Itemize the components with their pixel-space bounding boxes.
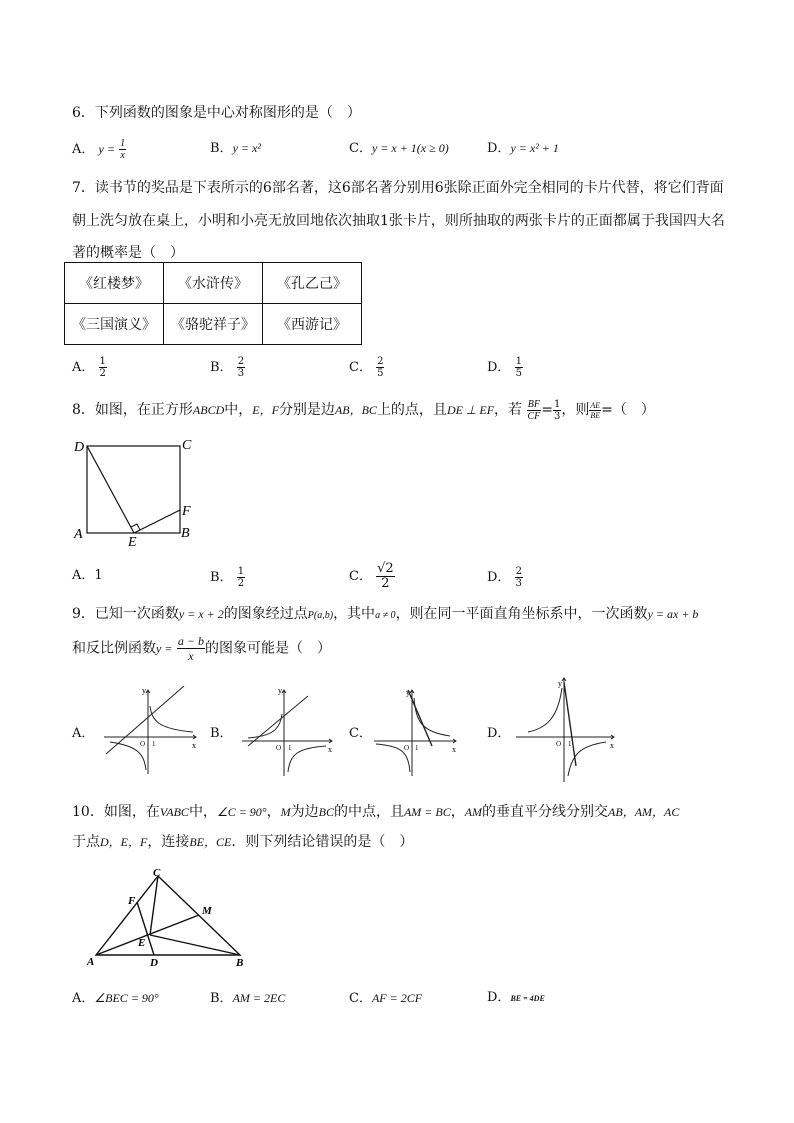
q8-option-d: D． $\frac{2}{3}$: [487, 566, 522, 589]
svg-text:y: y: [406, 688, 410, 697]
square-figure: [70, 434, 200, 546]
q7-stem: 7．读书节的奖品是下表所示的6部名著，这6部名著分别用6张除正面外完全相同的卡片代替，将它们背面 朝上洗匀放在桌上，小明和小亮无放回地依次抽取1张卡片，则所抽取的两张卡片的正面都属于我国四大名 著的概率是（ ）: [72, 180, 725, 261]
label-c: C: [182, 438, 192, 453]
book-cell: 《红楼梦》: [65, 263, 164, 304]
book-cell: 《西游记》: [263, 304, 362, 345]
q9-option-b: B．: [210, 726, 233, 741]
q9-graph-a: [100, 684, 200, 776]
q9-graph-d: [514, 676, 624, 784]
q8-option-a: A．1: [72, 568, 103, 583]
svg-text:1: 1: [288, 744, 292, 752]
book-cell: 《水浒传》: [164, 263, 263, 304]
svg-text:x: x: [610, 741, 614, 750]
label-c: C: [153, 867, 161, 879]
svg-text:O: O: [404, 744, 410, 752]
q7-option-d: D． $\frac{1}{5}$: [487, 356, 522, 379]
svg-text:y: y: [558, 679, 562, 688]
q6-option-d: D．y = x² + 1: [487, 141, 559, 156]
q10-option-c: C．AF = 2CF: [349, 991, 423, 1006]
svg-text:x: x: [452, 745, 456, 754]
q9-graph-b: [238, 686, 338, 778]
label-d: D: [150, 957, 158, 969]
label-e: E: [128, 535, 137, 546]
segment-ef: [134, 510, 180, 533]
q6-option-c: C．y = x + 1(x ≥ 0): [349, 141, 449, 156]
q6-stem: 6．下列函数的图象是中心对称图形的是（ ）: [72, 105, 361, 121]
svg-text:x: x: [192, 741, 196, 750]
segment-de: [87, 446, 134, 533]
q9-option-a: A．: [72, 726, 95, 741]
q7-option-c: C． $\frac{2}{5}$: [349, 356, 384, 379]
q10-option-a: A．∠BEC = 90°: [72, 991, 159, 1006]
q9-option-c: C．: [349, 726, 372, 741]
label-b: B: [236, 957, 244, 969]
book-cell: 《孔乙己》: [263, 263, 362, 304]
segment-be: [150, 935, 240, 955]
q8-option-b: B． $\frac{1}{2}$: [210, 566, 245, 589]
q9-stem-line1: 9．已知一次函数y = x + 2的图象经过点P(a,b)，其中a ≠ 0，则在同一平面直角坐标系中，一次函数y = ax + b: [72, 606, 699, 622]
books-table: [64, 262, 362, 345]
triangle-figure: [82, 864, 252, 970]
square-abcd: [87, 446, 180, 533]
q10-stem-line2: 于点D，E，F，连接BE，CE．则下列结论错误的是（ ）: [72, 834, 414, 850]
svg-text:1: 1: [415, 744, 419, 752]
q9-graph-c: [370, 686, 466, 778]
label-a: A: [74, 527, 83, 542]
svg-text:1: 1: [152, 740, 156, 748]
label-e: E: [138, 937, 146, 949]
book-cell: 《骆驼祥子》: [164, 304, 263, 345]
q7-option-b: B． $\frac{2}{3}$: [210, 356, 245, 379]
table-row: [65, 263, 362, 304]
label-m: M: [202, 905, 212, 917]
q8-stem: 8．如图，在正方形ABCD中，E，F分别是边AB，BC上的点，且DE ⊥ EF，若 $\frac{BF}{CF}$ = $\frac{1}{3}$ ，则 $\frac{AE}{BE}$ =（ ）: [72, 398, 655, 422]
triangle-abc: [96, 876, 240, 955]
q10-stem-line1: 10．如图，在VABC中，∠C = 90°，M为边BC的中点，且AM = BC，AM的垂直平分线分别交AB，AM，AC: [72, 804, 680, 820]
book-cell: 《三国演义》: [65, 304, 164, 345]
q9-option-d: D．: [487, 726, 511, 741]
q10-option-b: B．AM = 2EC: [210, 991, 286, 1006]
svg-text:x: x: [328, 745, 332, 754]
table-row: [65, 304, 362, 345]
svg-text:O: O: [140, 740, 146, 748]
svg-text:O: O: [556, 740, 562, 748]
svg-text:y: y: [142, 686, 146, 695]
q6-option-a: A． y = $\frac{1}{x}$: [72, 138, 126, 161]
q8-option-c: C． $\frac{√2}{2}$: [349, 561, 394, 591]
q9-stem-line2: 和反比例函数y = $\frac{a - b}{x}$ 的图象可能是（ ）: [72, 634, 331, 663]
svg-text:1: 1: [568, 740, 572, 748]
label-b: B: [181, 526, 190, 541]
label-a: A: [87, 956, 95, 968]
label-f: F: [182, 504, 191, 519]
q7-option-a: A． $\frac{1}{2}$: [72, 356, 106, 379]
svg-text:O: O: [276, 744, 282, 752]
label-d: D: [74, 440, 85, 455]
svg-text:y: y: [278, 686, 282, 695]
q6-option-b: B．y = x²: [210, 141, 261, 156]
q10-option-d: D．BE = 4DE: [487, 990, 545, 1005]
label-f: F: [128, 895, 136, 907]
